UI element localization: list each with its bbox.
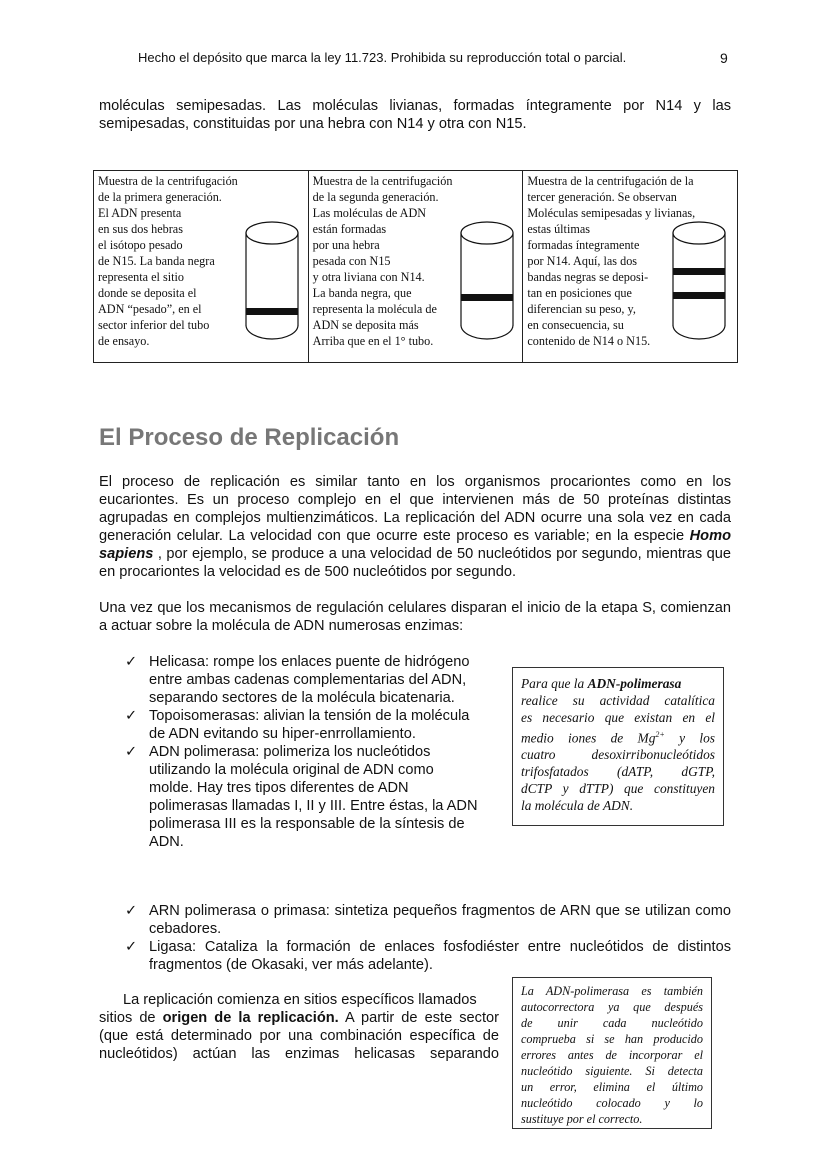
note-line: La ADN-polimerasa es también <box>521 984 703 998</box>
paragraph-text: A partir de este sector <box>338 1010 499 1026</box>
list-item-text: ARN polimerasa o primasa: sintetiza pequeños fragmentos de ARN que se utilizan como cebadores. <box>149 903 731 937</box>
list-item <box>125 743 505 851</box>
note-line: de unir cada nucleótido <box>521 1016 703 1030</box>
table-cell-line: por una hebra <box>312 238 380 252</box>
table-cell-line: diferencian su peso, y, <box>527 302 636 316</box>
note-text: medio iones de Mg <box>521 730 656 746</box>
enzyme-list-1 <box>125 653 505 851</box>
paragraph-line: (que está determinado por una combinación específica de <box>99 1028 499 1044</box>
list-item-line: polimerasas llamadas I, II y III. Entre éstas, la ADN <box>149 798 478 814</box>
table-cell-line: Moléculas semipesadas y livianas, <box>527 206 696 220</box>
note-superscript: 2+ <box>655 730 665 739</box>
note-text: la molécula de ADN. <box>521 798 634 814</box>
table-cell-line: en consecuencia, su <box>527 318 624 332</box>
table-cell-line: Arriba que en el 1° tubo. <box>312 334 434 348</box>
note-text: cuatro desoxirribonucleótidos <box>521 747 715 763</box>
table-cell-line: tercer generación. Se observan <box>527 190 677 204</box>
table-cell-line: Muestra de la centrifugación de la <box>527 174 694 188</box>
centrifugation-table <box>93 170 738 363</box>
paragraph-origin <box>99 991 499 1063</box>
note-text: realice su actividad catalítica <box>521 693 715 708</box>
checkmark-icon: ✓ <box>125 939 138 955</box>
note-line: errores antes de incorporar el <box>521 1048 703 1062</box>
list-item-line: molde. Hay tres tipos diferentes de ADN <box>149 780 409 796</box>
table-cell-line: y otra liviana con N14. <box>312 270 425 284</box>
paragraph-line: La replicación comienza en sitios específicos llamados <box>123 992 477 1008</box>
note-text: trifosfatados (dATP, dGTP, <box>521 764 715 780</box>
note-text: dCTP y dTTP) que constituyen <box>521 781 715 797</box>
list-item-line: Helicasa: rompe los enlaces puente de hidrógeno <box>149 654 470 670</box>
table-cell-line: están formadas <box>312 222 387 236</box>
note-text: es necesario que existan en el <box>521 710 715 725</box>
table-cell-line: El ADN presenta <box>98 206 182 220</box>
table-cell-line: de ensayo. <box>98 334 150 348</box>
checkmark-icon: ✓ <box>125 744 138 760</box>
note-line: comprueba si se han producido <box>521 1032 703 1046</box>
note-text: Para que la <box>521 676 588 691</box>
table-cell-line: formadas íntegramente <box>527 238 640 252</box>
list-item-line: de ADN evitando su hiper-enrrollamiento. <box>149 726 416 742</box>
centrifugation-cell-2 <box>309 171 524 362</box>
centrifugation-cell-1 <box>94 171 309 362</box>
note-line: sustituye por el correcto. <box>521 1112 643 1126</box>
paragraph-text: , por ejemplo, se produce a una velocidad de 50 nucleótidos por segundo, mientras que en procariontes la velocidad es de 500 nucleótidos por segundo. <box>99 546 731 580</box>
table-cell-line: sector inferior del tubo <box>98 318 210 332</box>
table-cell-line: de N15. La banda negra <box>98 254 215 268</box>
table-cell-line: representa el sitio <box>98 270 184 284</box>
note-emphasis: ADN-polimerasa <box>587 676 682 691</box>
note-line: autocorrectora ya que después <box>521 1000 703 1014</box>
list-item <box>125 707 505 743</box>
paragraph-enzymes-intro: Una vez que los mecanismos de regulación celulares disparan el inicio de la etapa S, comienzan a actuar sobre la molécula de ADN numerosas enzimas: <box>99 600 731 634</box>
table-cell-line: ADN se deposita más <box>312 318 419 332</box>
table-cell-line: La banda negra, que <box>312 286 412 300</box>
table-cell-line: representa la molécula de <box>312 302 437 316</box>
intro-paragraph: moléculas semipesadas. Las moléculas livianas, formadas íntegramente por N14 y las semipesadas, constituidas por una hebra con N14 y otra con N15. <box>99 98 731 132</box>
table-cell-line: pesada con N15 <box>312 254 391 268</box>
list-item-line: ADN polimerasa: polimeriza los nucleótidos <box>149 744 431 760</box>
section-title: El Proceso de Replicación <box>99 424 400 451</box>
page-header: Hecho el depósito que marca la ley 11.723. Prohibida su reproducción total o parcial. <box>138 50 627 65</box>
origin-term: origen de la replicación. <box>162 1010 339 1026</box>
list-item-line: Topoisomerasas: alivian la tensión de la molécula <box>149 708 470 724</box>
enzyme-list-2 <box>125 902 731 974</box>
table-cell-line: de la primera generación. <box>98 190 222 204</box>
note-autocorrectora <box>512 977 712 1129</box>
centrifugation-cell-3 <box>523 171 737 362</box>
table-cell-line: contenido de N14 o N15. <box>527 334 651 348</box>
list-item <box>125 938 731 974</box>
table-cell-line: de la segunda generación. <box>312 190 439 204</box>
list-item-line: separando sectores de la molécula bicatenaria. <box>149 690 455 706</box>
test-tube-2-icon <box>459 221 517 347</box>
list-item-line: polimerasa III es la responsable de la síntesis de <box>149 816 465 832</box>
table-cell-line: estas últimas <box>527 222 590 236</box>
list-item-line: entre ambas cadenas complementarias del ADN, <box>149 672 467 688</box>
list-item-text: Ligasa: Cataliza la formación de enlaces fosfodiéster entre nucleótidos de distintos fragmentos (de Okasaki, ver más adelante). <box>149 939 731 973</box>
list-item <box>125 902 731 938</box>
table-cell-line: Las moléculas de ADN <box>312 206 427 220</box>
note-line: nucleótido colocado y lo <box>521 1096 703 1110</box>
table-cell-line: tan en posiciones que <box>527 286 632 300</box>
paragraph-line: nucleótidos) actúan las enzimas helicasas separando <box>99 1046 499 1062</box>
note-text: y los <box>664 730 715 746</box>
list-item <box>125 653 505 707</box>
test-tube-1-icon <box>244 221 302 347</box>
note-line: nucleótido siguiente. Si detecta <box>521 1064 703 1078</box>
checkmark-icon: ✓ <box>125 708 138 724</box>
test-tube-3-icon <box>671 221 729 347</box>
table-cell-line: por N14. Aquí, las dos <box>527 254 638 268</box>
note-adn-polimerasa <box>512 667 724 826</box>
table-cell-line: ADN “pesado”, en el <box>98 302 202 316</box>
checkmark-icon: ✓ <box>125 903 138 919</box>
checkmark-icon: ✓ <box>125 654 138 670</box>
paragraph-text: El proceso de replicación es similar tanto en los organismos procariontes como en los eucariontes. Es un proceso complejo en el que intervienen más de 50 proteínas distintas agrupadas en complejos multienzimáticos. La replicación del ADN ocurre una sola vez en cada generación celular. La velocidad con que ocurre este proceso es variable; en la especie <box>99 474 731 544</box>
list-item-line: ADN. <box>149 834 184 850</box>
species-name: Homo sapiens <box>99 528 731 562</box>
page-number: 9 <box>720 50 728 66</box>
list-item-line: utilizando la molécula original de ADN como <box>149 762 434 778</box>
table-cell-line: el isótopo pesado <box>98 238 183 252</box>
paragraph-text: sitios de <box>99 1010 163 1026</box>
table-cell-line: en sus dos hebras <box>98 222 183 236</box>
paragraph-replication-overview <box>99 473 731 581</box>
table-cell-line: donde se deposita el <box>98 286 197 300</box>
note-line: un error, elimina el último <box>521 1080 703 1094</box>
table-cell-line: Muestra de la centrifugación <box>312 174 453 188</box>
table-cell-line: Muestra de la centrifugación <box>98 174 238 188</box>
table-cell-line: bandas negras se deposi- <box>527 270 649 284</box>
